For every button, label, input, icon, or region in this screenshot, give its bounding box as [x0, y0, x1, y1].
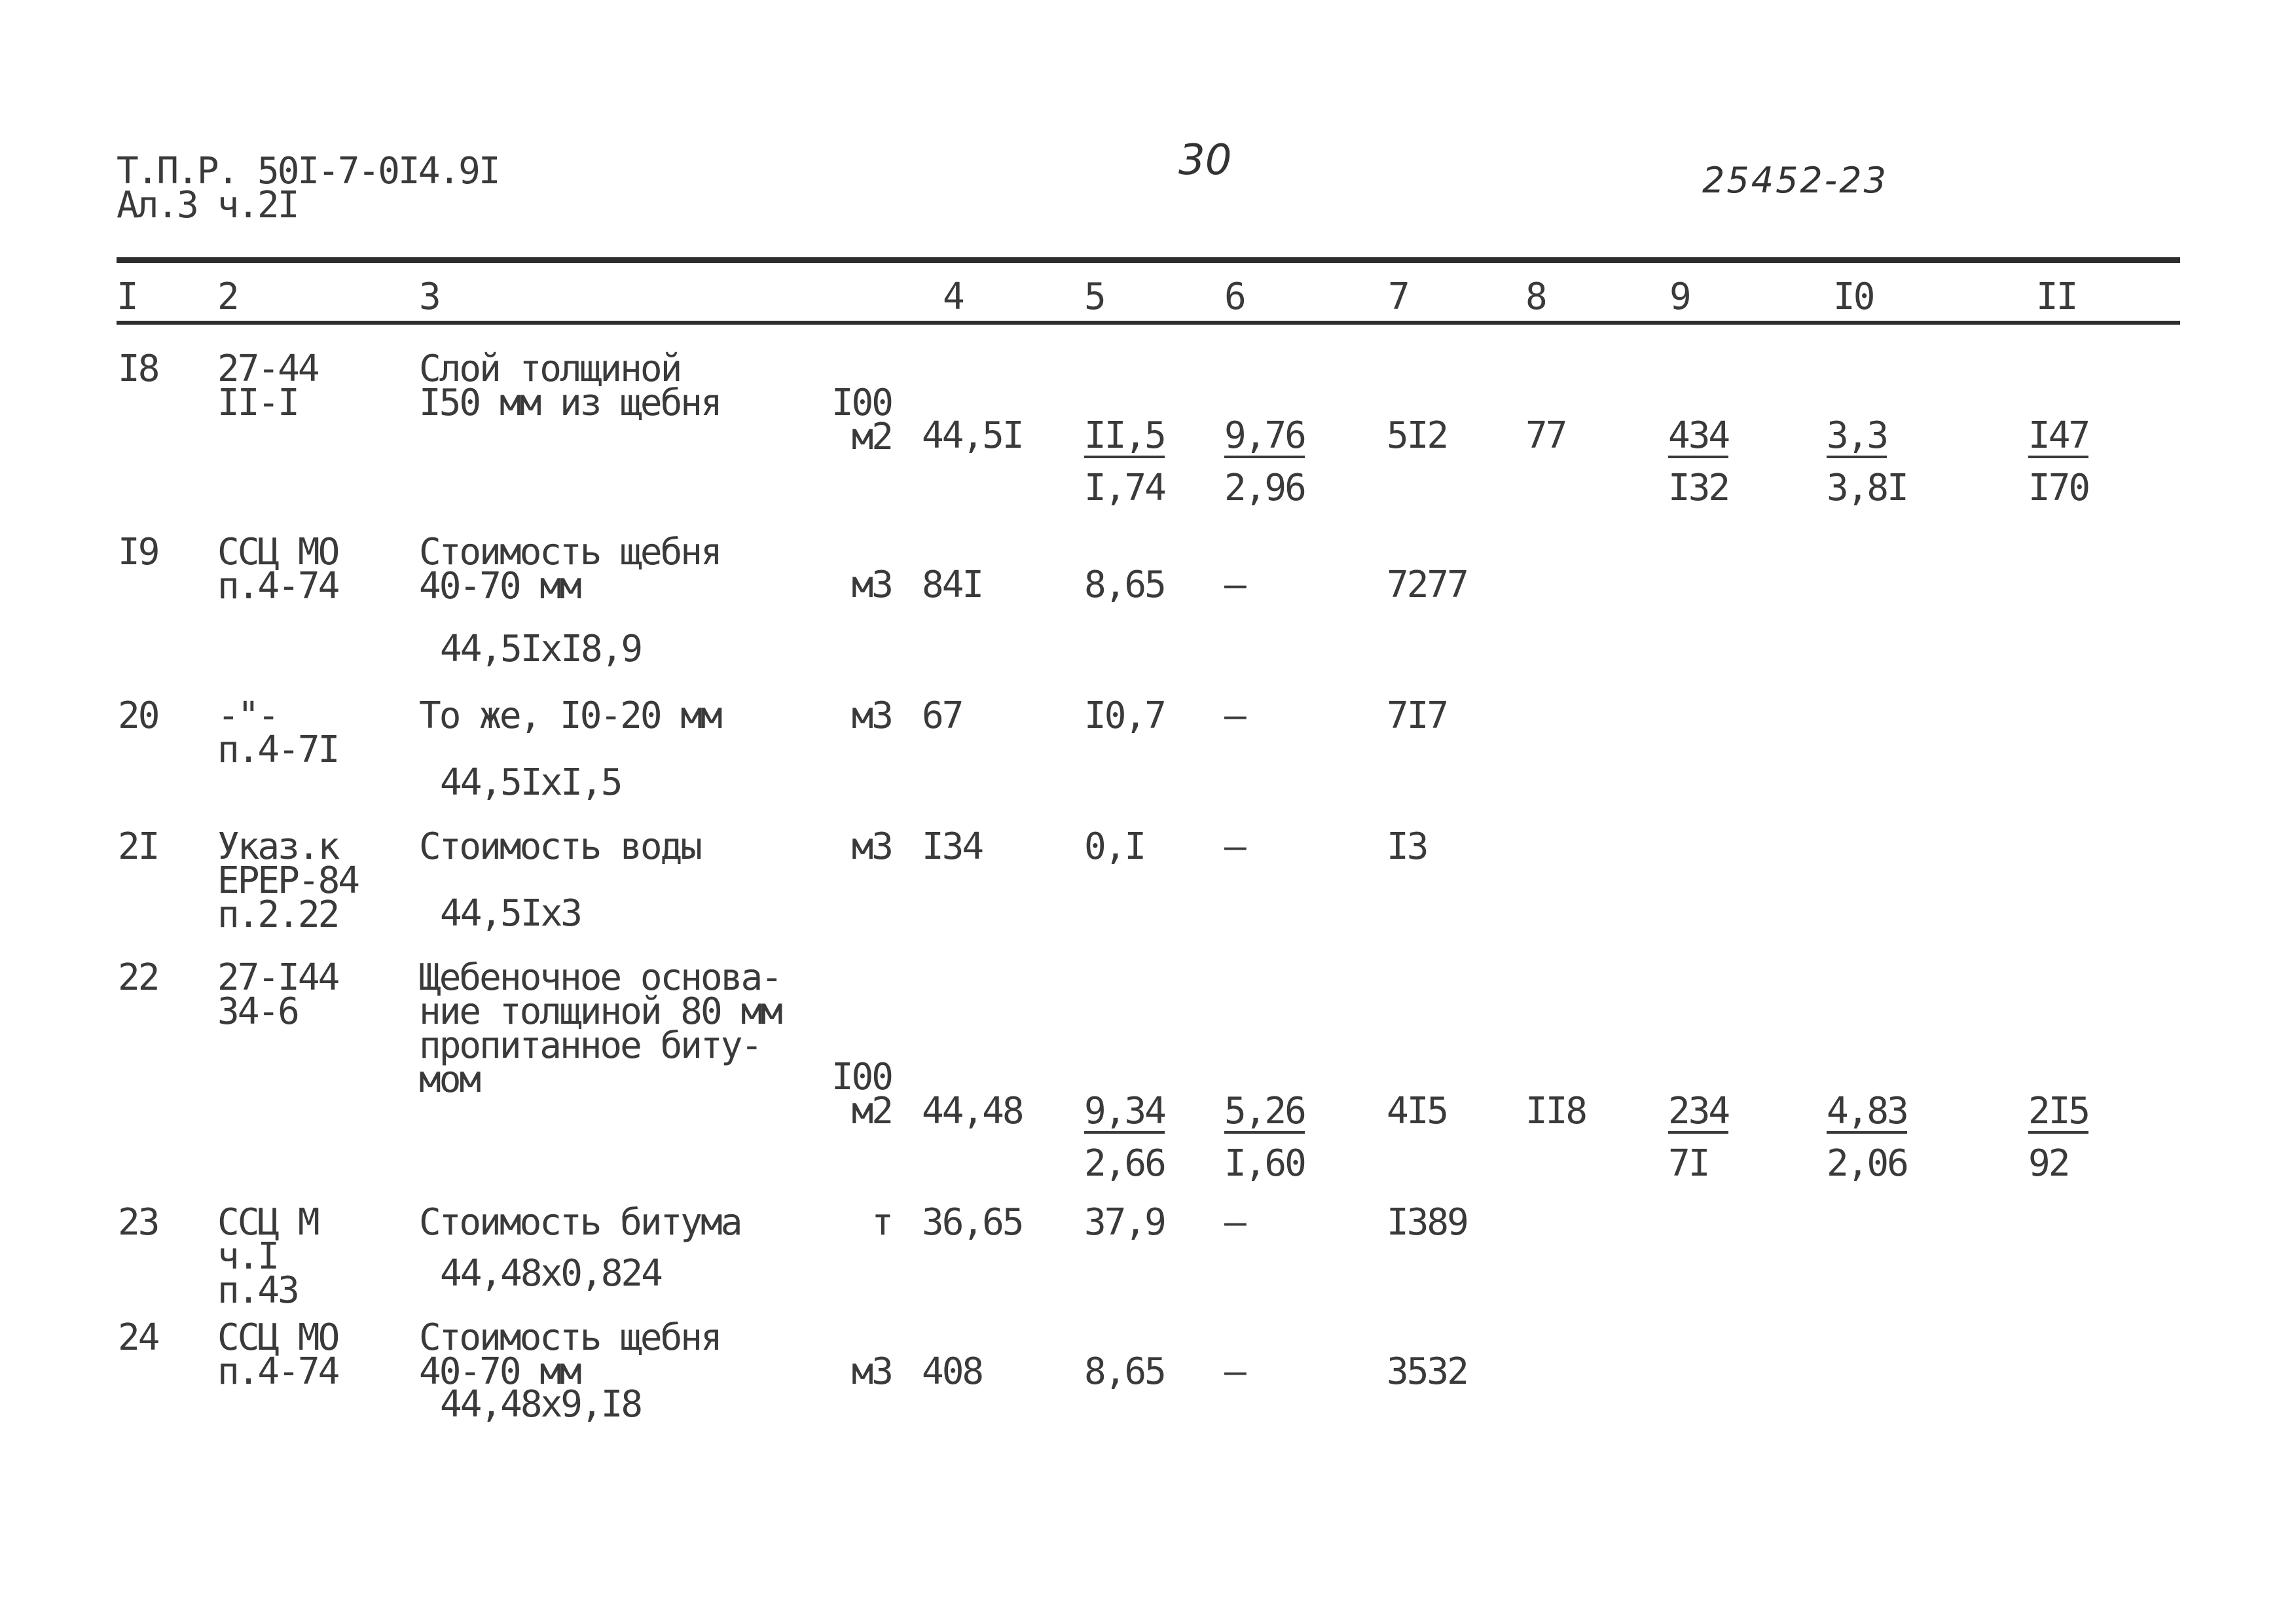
column-number-10: I0: [1833, 276, 1874, 318]
fraction-value: [2028, 414, 2166, 509]
work-description: Щебеночное основа-: [419, 956, 781, 999]
quantity-calculation: 44,5IxI,5: [440, 761, 621, 804]
row-number: 2I: [118, 825, 158, 868]
work-description: То же, I0-20 мм: [419, 695, 721, 737]
column-number-1: I: [117, 276, 137, 318]
fraction-numerator: 9,76: [1224, 414, 1305, 457]
cell-value: I389: [1387, 1201, 1467, 1244]
fraction-value: [1668, 414, 1806, 509]
fraction-value: [1827, 414, 1964, 509]
row-number: 22: [118, 956, 158, 999]
cell-value: 8,65: [1084, 564, 1165, 606]
cell-value: 7I7: [1387, 695, 1448, 737]
norm-code: ССЦ МО: [217, 531, 338, 573]
cell-value: 3532: [1387, 1350, 1467, 1393]
fraction-numerator: 9,34: [1084, 1090, 1165, 1132]
norm-code: 27-I44: [217, 956, 338, 999]
fraction-numerator: 2I5: [2028, 1090, 2089, 1132]
unit-of-measure: м3: [851, 564, 892, 606]
norm-code: 27-44: [217, 348, 318, 390]
fraction-value: [2028, 1090, 2166, 1185]
norm-code: 34-6: [217, 990, 298, 1033]
fraction-numerator: 4,83: [1827, 1090, 1907, 1132]
fraction-denominator: 2,06: [1827, 1142, 1907, 1185]
norm-code: ССЦ МО: [217, 1316, 338, 1359]
cell-value: I3: [1387, 825, 1427, 868]
work-description: 40-70 мм: [419, 565, 580, 607]
norm-code: п.4-74: [217, 565, 338, 607]
row-number: I8: [118, 348, 158, 390]
fraction-numerator: 434: [1668, 414, 1729, 457]
cell-value: 44,48: [922, 1090, 1023, 1132]
cell-value: 44,5I: [922, 414, 1023, 457]
work-description: Стоимость воды: [419, 825, 701, 868]
fraction-value: [1827, 1090, 1964, 1185]
work-description: Стоимость щебня: [419, 1316, 721, 1359]
cell-value: –: [1224, 1350, 1245, 1393]
norm-code: п.4-74: [217, 1350, 338, 1393]
unit-of-measure: м2: [851, 1090, 892, 1132]
cell-value: 84I: [922, 564, 983, 606]
column-number-11: II: [2036, 276, 2077, 318]
cell-value: I0,7: [1084, 695, 1165, 737]
unit-of-measure: м3: [851, 1350, 892, 1393]
column-number-3: 3: [419, 276, 439, 318]
cell-value: –: [1224, 695, 1245, 737]
work-description: Стоимость битума: [419, 1201, 741, 1244]
fraction-numerator: I47: [2028, 414, 2089, 457]
fraction-value: [1668, 1090, 1806, 1185]
album-reference: Ал.3 ч.2I: [117, 184, 298, 226]
column-number-8: 8: [1525, 276, 1546, 318]
unit-of-measure: м3: [851, 695, 892, 737]
cell-value: 37,9: [1084, 1201, 1165, 1244]
quantity-calculation: 44,48x0,824: [440, 1252, 661, 1295]
document-number: 25452-23: [1702, 160, 1888, 201]
fraction-value: [1224, 414, 1362, 509]
fraction-denominator: I70: [2028, 467, 2089, 509]
cell-value: 4I5: [1387, 1090, 1448, 1132]
column-number-5: 5: [1084, 276, 1104, 318]
norm-code: ССЦ М: [217, 1201, 318, 1244]
norm-code: ч.I: [217, 1235, 278, 1278]
fraction-numerator: 3,3: [1827, 414, 1887, 457]
quantity-calculation: 44,48x9,I8: [440, 1383, 642, 1426]
work-description: Стоимость щебня: [419, 531, 721, 573]
unit-of-measure: м3: [851, 825, 892, 868]
unit-of-measure: м2: [851, 416, 892, 458]
page-number: 30: [1178, 136, 1232, 185]
row-number: 20: [118, 695, 158, 737]
fraction-denominator: I,60: [1224, 1142, 1305, 1185]
fraction-value: [1084, 1090, 1222, 1185]
row-number: 24: [118, 1316, 158, 1359]
fraction-numerator: 234: [1668, 1090, 1729, 1132]
norm-code: п.43: [217, 1269, 298, 1312]
fraction-value: [1224, 1090, 1362, 1185]
work-description: Слой толщиной: [419, 348, 681, 390]
work-description: ние толщиной 80 мм: [419, 990, 781, 1033]
fraction-value: [1084, 414, 1222, 509]
cell-value: 36,65: [922, 1201, 1023, 1244]
column-number-2: 2: [217, 276, 238, 318]
cell-value: 0,I: [1084, 825, 1145, 868]
cell-value: –: [1224, 825, 1245, 868]
fraction-denominator: 2,66: [1084, 1142, 1165, 1185]
cell-value: –: [1224, 564, 1245, 606]
column-number-4: 4: [943, 276, 963, 318]
cell-value: 8,65: [1084, 1350, 1165, 1393]
norm-code: ЕРЕР-84: [217, 859, 359, 902]
unit-of-measure: I00: [831, 1056, 892, 1098]
cell-value: I34: [922, 825, 983, 868]
cell-value: 7277: [1387, 564, 1467, 606]
column-number-6: 6: [1224, 276, 1245, 318]
column-number-9: 9: [1669, 276, 1690, 318]
fraction-denominator: 7I: [1668, 1142, 1709, 1185]
cell-value: 77: [1525, 414, 1566, 457]
row-number: I9: [118, 531, 158, 573]
norm-code: п.4-7I: [217, 729, 338, 771]
cell-value: 67: [922, 695, 962, 737]
fraction-numerator: II,5: [1084, 414, 1165, 457]
norm-code: II-I: [217, 382, 298, 424]
fraction-denominator: I32: [1668, 467, 1729, 509]
fraction-denominator: I,74: [1084, 467, 1165, 509]
cell-value: 408: [922, 1350, 983, 1393]
norm-code: Указ.к: [217, 825, 338, 868]
top-rule: [117, 257, 2180, 263]
quantity-calculation: 44,5Ix3: [440, 892, 581, 935]
column-number-7: 7: [1388, 276, 1408, 318]
work-description: 40-70 мм: [419, 1350, 580, 1393]
column-header-rule: [117, 321, 2180, 325]
norm-code: п.2.22: [217, 893, 338, 936]
row-number: 23: [118, 1201, 158, 1244]
fraction-denominator: 92: [2028, 1142, 2069, 1185]
unit-of-measure: I00: [831, 382, 892, 424]
document-code: Т.П.Р. 50I-7-0I4.9I: [117, 150, 499, 192]
fraction-denominator: 3,8I: [1827, 467, 1907, 509]
cell-value: –: [1224, 1201, 1245, 1244]
cell-value: 5I2: [1387, 414, 1448, 457]
fraction-denominator: 2,96: [1224, 467, 1305, 509]
quantity-calculation: 44,5IxI8,9: [440, 628, 642, 670]
fraction-numerator: 5,26: [1224, 1090, 1305, 1132]
work-description: пропитанное биту-: [419, 1024, 761, 1067]
norm-code: -"-: [217, 695, 278, 737]
unit-of-measure: т: [871, 1201, 892, 1244]
work-description: I50 мм из щебня: [419, 382, 721, 424]
cell-value: II8: [1525, 1090, 1586, 1132]
work-description: мом: [419, 1058, 480, 1101]
